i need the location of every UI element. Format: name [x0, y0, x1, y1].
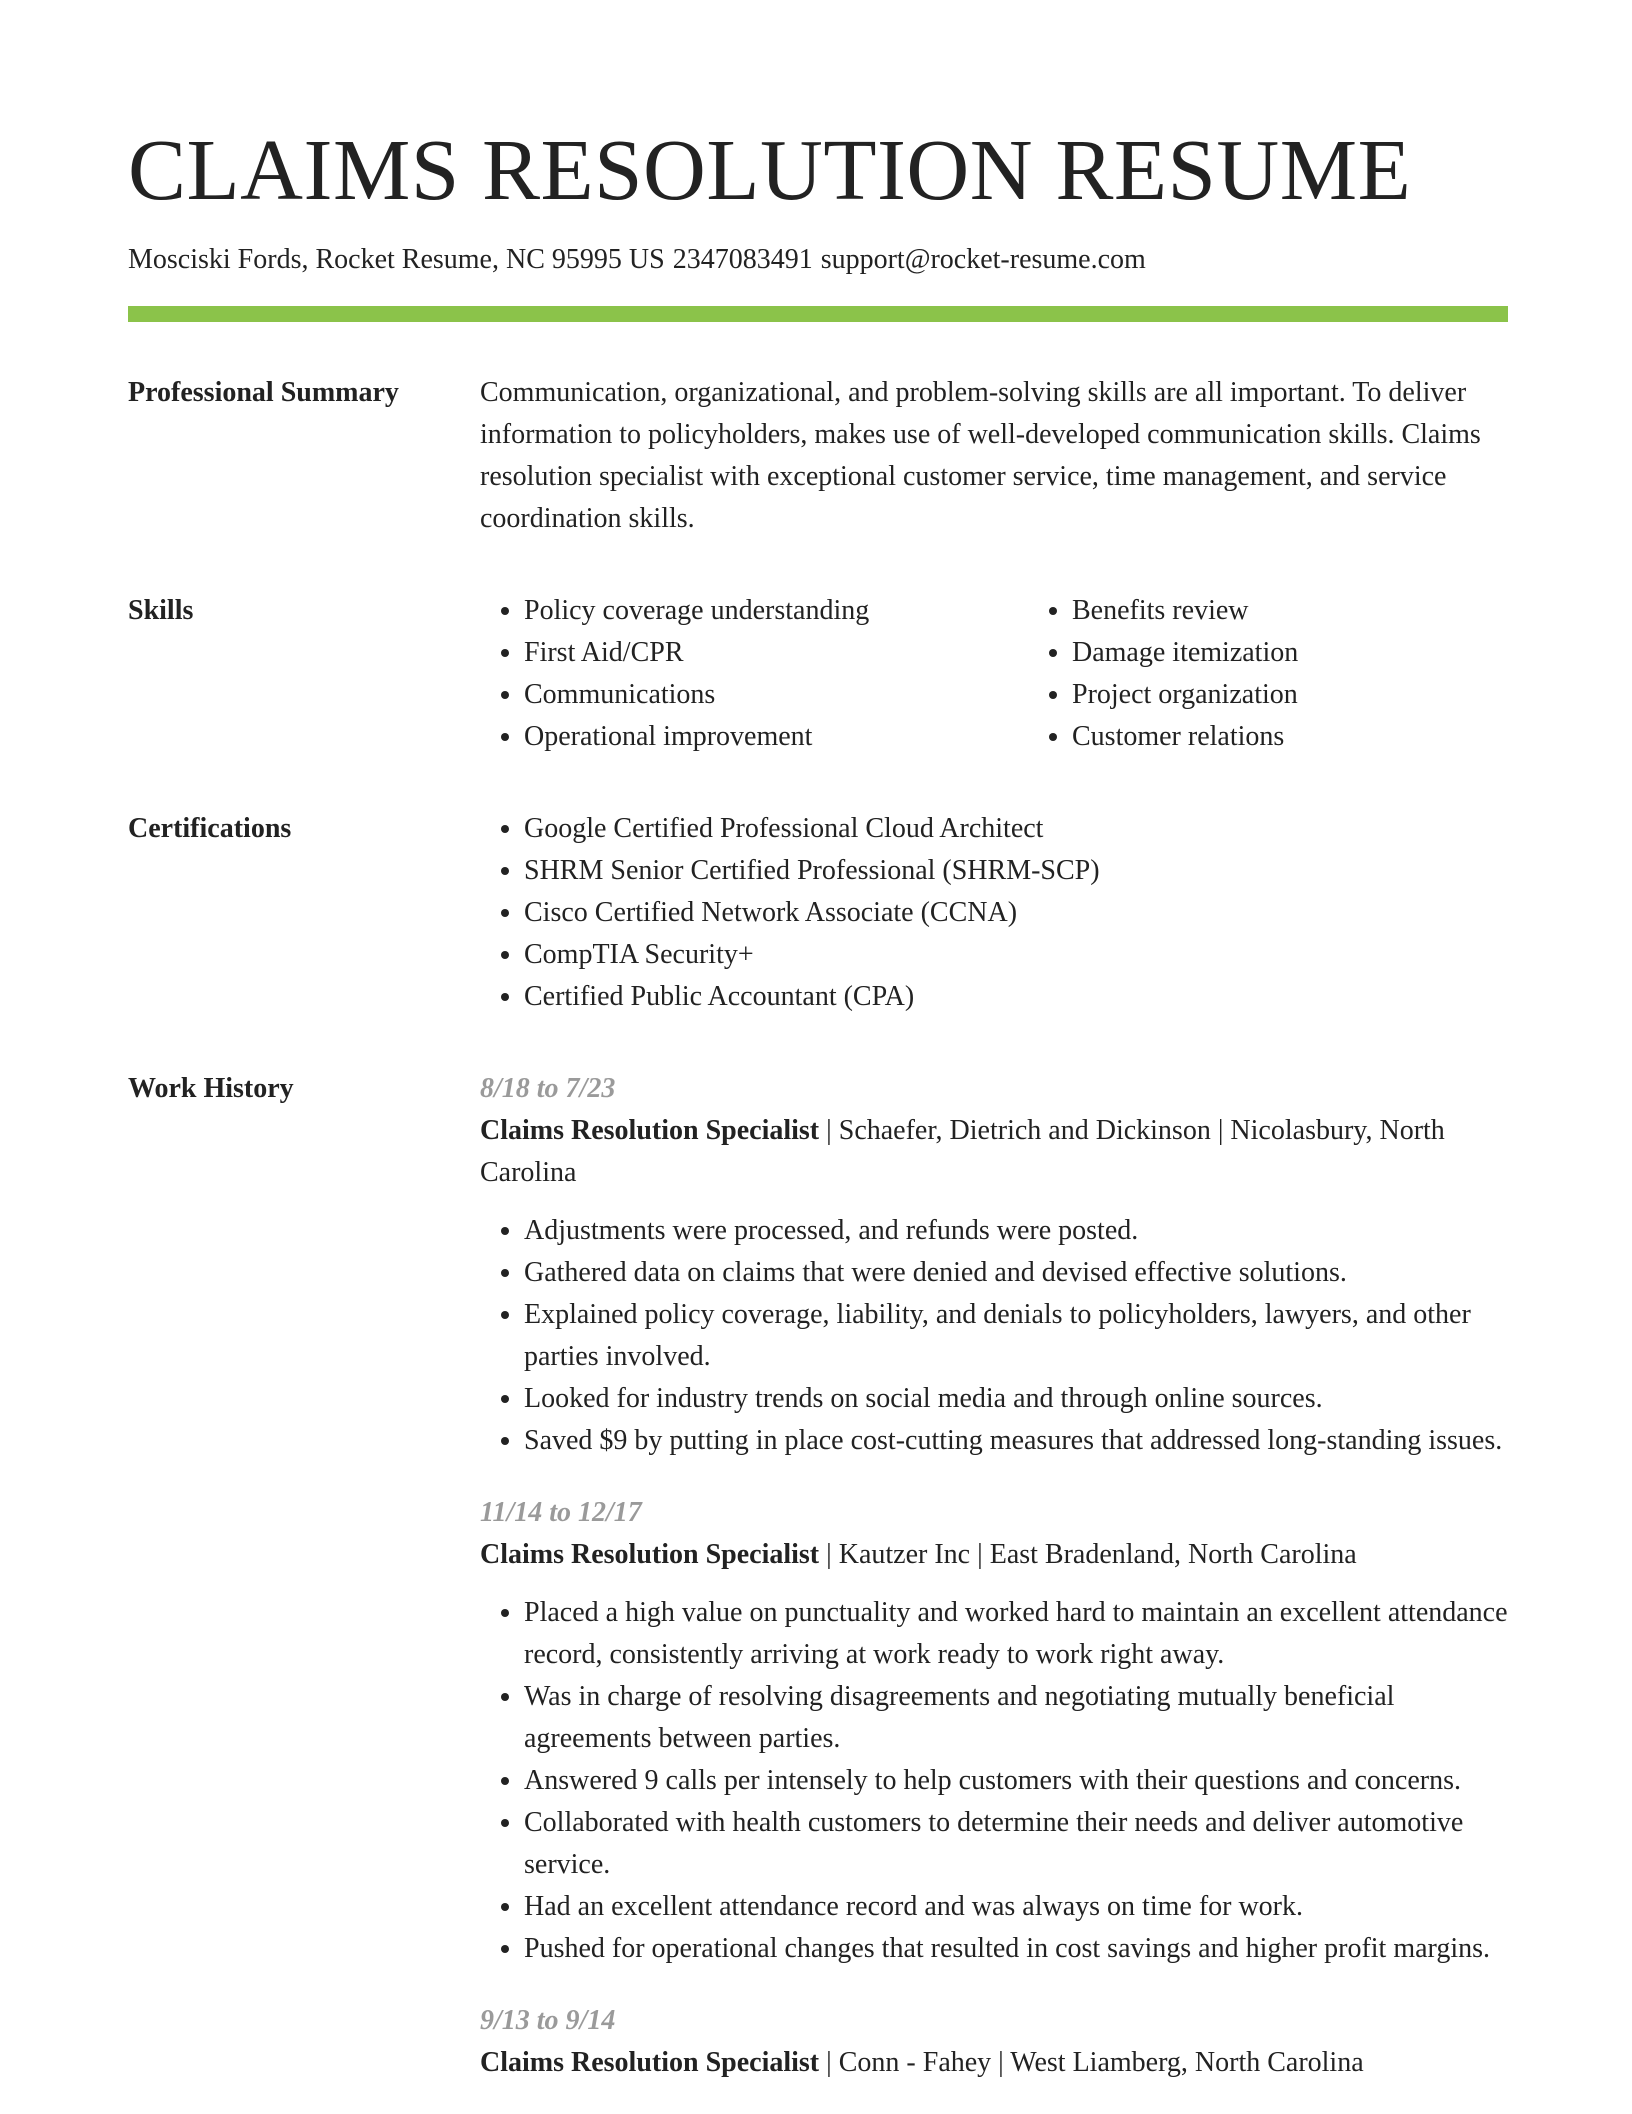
skill-item: • Project organization	[1072, 674, 1576, 716]
job-bullet: • Looked for industry trends on social media and through online sources.	[524, 1378, 1508, 1420]
job-title: Claims Resolution Specialist	[480, 1539, 820, 1570]
certification-item: • SHRM Senior Certified Professional (SHRM-SCP)	[524, 850, 1508, 892]
skill-item: • Benefits review	[1072, 590, 1576, 632]
section-label-skills: Skills	[128, 595, 194, 626]
job-entry	[480, 1068, 1508, 1462]
certifications-section	[128, 808, 1508, 1018]
certification-item: • Certified Public Accountant (CPA)	[524, 976, 1508, 1018]
job-bullet: • Had an excellent attendance record and was always on time for work.	[524, 1886, 1508, 1928]
job-header	[480, 2042, 1508, 2084]
skill-item: • Customer relations	[1072, 716, 1576, 758]
certifications-list	[480, 808, 1508, 1018]
job-dates: 11/14 to 12/17	[480, 1497, 642, 1528]
skill-item: • Damage itemization	[1072, 632, 1576, 674]
job-details: | Conn - Fahey | West Liamberg, North Carolina	[819, 2047, 1364, 2078]
job-bullet: • Collaborated with health customers to determine their needs and deliver automotive service.	[524, 1802, 1508, 1886]
job-bullet: • Explained policy coverage, liability, and denials to policyholders, lawyers, and other parties involved.	[524, 1294, 1508, 1378]
skill-item: • Policy coverage understanding	[524, 590, 1028, 632]
job-title: Claims Resolution Specialist	[480, 1115, 820, 1146]
section-label-certifications: Certifications	[128, 813, 292, 844]
skills-list-left	[480, 590, 1028, 758]
section-label-work-history: Work History	[128, 1073, 294, 1104]
contact-address: Mosciski Fords, Rocket Resume, NC 95995 US	[128, 244, 665, 275]
job-bullet: • Answered 9 calls per intensely to help customers with their questions and concerns.	[524, 1760, 1508, 1802]
job-bullet: • Gathered data on claims that were denied and devised effective solutions.	[524, 1252, 1508, 1294]
job-title: Claims Resolution Specialist	[480, 2047, 820, 2078]
job-header	[480, 1110, 1508, 1194]
job-entry	[480, 1492, 1508, 1970]
job-entry	[480, 2000, 1508, 2084]
section-label-summary: Professional Summary	[128, 377, 399, 408]
job-dates: 9/13 to 9/14	[480, 2005, 616, 2036]
job-details: | Kautzer Inc | East Bradenland, North Carolina	[819, 1539, 1357, 1570]
job-bullets	[480, 1210, 1508, 1462]
job-bullets	[480, 1592, 1508, 1970]
job-bullet: • Pushed for operational changes that resulted in cost savings and higher profit margins.	[524, 1928, 1508, 1970]
skills-list-right	[1028, 590, 1576, 758]
certification-item: • CompTIA Security+	[524, 934, 1508, 976]
skill-item: • Operational improvement	[524, 716, 1028, 758]
skills-section	[128, 590, 1508, 758]
job-bullet: • Was in charge of resolving disagreements and negotiating mutually beneficial agreements between parties.	[524, 1676, 1508, 1760]
contact-email: support@rocket-resume.com	[820, 244, 1146, 275]
summary-text: Communication, organizational, and problem-solving skills are all important. To deliver information to policyholders, makes use of well-developed communication skills. Claims resolution specialist with exceptional customer service, time management, and service coordination skills.	[480, 377, 1481, 534]
job-dates: 8/18 to 7/23	[480, 1073, 616, 1104]
contact-line	[128, 242, 1508, 278]
job-bullet: • Saved $9 by putting in place cost-cutting measures that addressed long-standing issues.	[524, 1420, 1508, 1462]
certification-item: • Cisco Certified Network Associate (CCNA)	[524, 892, 1508, 934]
job-bullet: • Adjustments were processed, and refunds were posted.	[524, 1210, 1508, 1252]
job-header	[480, 1534, 1508, 1576]
skill-item: • Communications	[524, 674, 1028, 716]
skill-item: • First Aid/CPR	[524, 632, 1028, 674]
work-history-section	[128, 1068, 1508, 2114]
resume-title: CLAIMS RESOLUTION RESUME	[128, 121, 1412, 218]
job-details: | Schaefer, Dietrich and Dickinson | Nicolasbury, North Carolina	[480, 1115, 1445, 1188]
header-divider	[128, 306, 1508, 322]
certification-item: • Google Certified Professional Cloud Architect	[524, 808, 1508, 850]
contact-phone: 2347083491	[672, 244, 813, 275]
summary-section	[128, 372, 1508, 540]
job-bullet: • Placed a high value on punctuality and worked hard to maintain an excellent attendance record, consistently arriving at work ready to work right away.	[524, 1592, 1508, 1676]
